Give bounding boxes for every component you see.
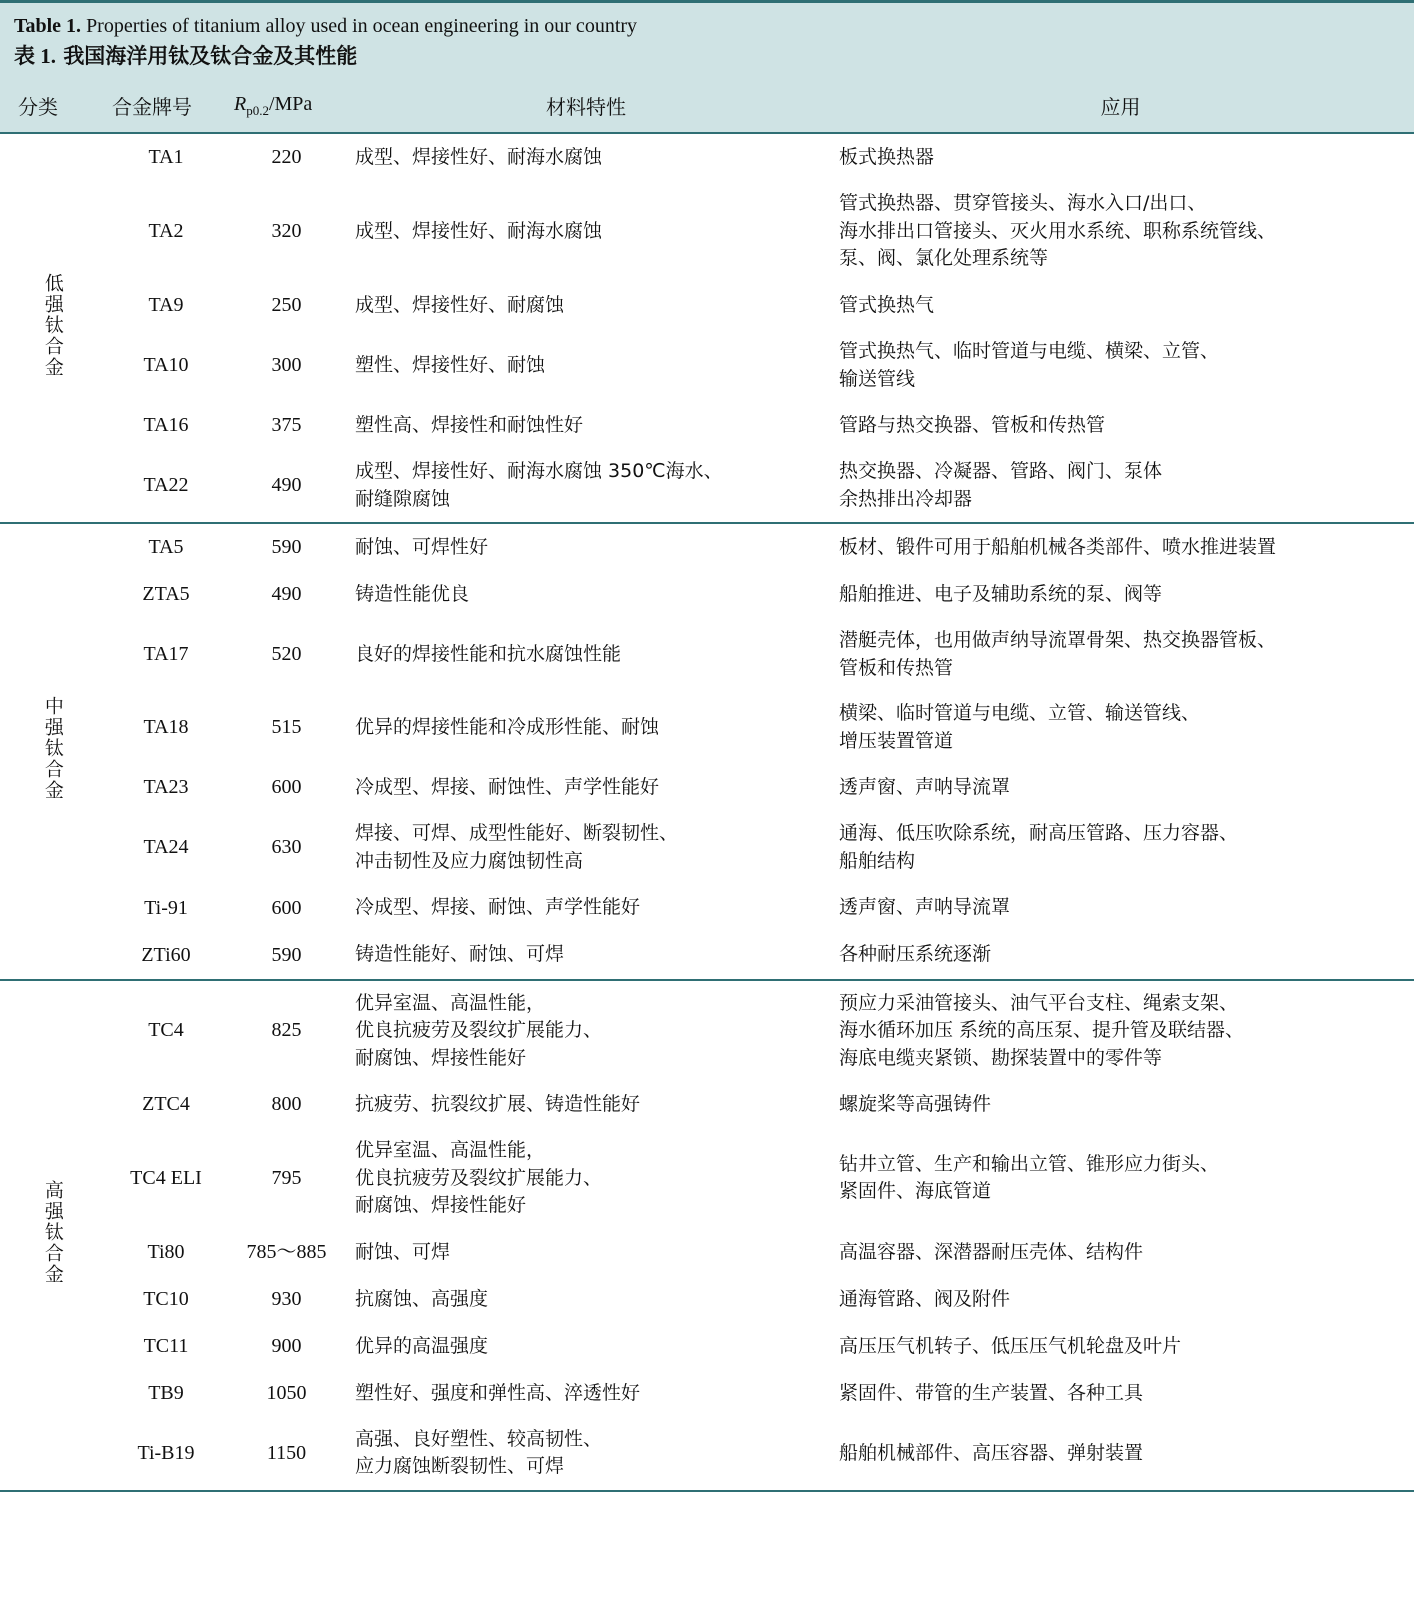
properties-line: 焊接、可焊、成型性能好、断裂韧性、 (355, 822, 679, 845)
table-row (0, 1323, 1414, 1370)
table-row (0, 523, 1414, 571)
application-cell (827, 885, 1414, 932)
application-line: 通海、低压吹除系统，耐高压管路、压力容器、 (839, 822, 1239, 845)
application-line: 透声窗、声呐导流罩 (839, 776, 1011, 799)
properties-cell (345, 133, 827, 181)
table-row (0, 449, 1414, 523)
application-cell (827, 618, 1414, 691)
yield-strength-cell: 600 (271, 896, 302, 919)
alloy-grade-cell: TA16 (143, 414, 189, 437)
table-row (0, 133, 1414, 181)
yield-strength-cell: 1050 (266, 1381, 307, 1404)
alloy-grade-cell: TA18 (143, 716, 189, 739)
yield-strength-cell: 490 (271, 474, 302, 497)
yield-strength-cell: 375 (271, 414, 302, 437)
application-cell (827, 282, 1414, 329)
category-cell (0, 133, 104, 523)
yield-strength-cell: 630 (271, 836, 302, 859)
properties-line: 优异的高温强度 (355, 1334, 489, 1357)
properties-cell (345, 980, 827, 1082)
table-row (0, 402, 1414, 449)
caption-chinese (14, 42, 1400, 71)
column-header-application: 应用 (827, 79, 1414, 133)
application-line: 管路与热交换器、管板和传热管 (839, 413, 1106, 436)
table-row (0, 1128, 1414, 1229)
category-label: 低强钛合金 (41, 272, 64, 378)
properties-cell (345, 329, 827, 402)
application-line: 高压压气机转子、低压压气机轮盘及叶片 (839, 1334, 1182, 1357)
column-header-category: 分类 (0, 79, 104, 133)
table-head (0, 79, 1414, 133)
properties-line: 冷成型、焊接、耐蚀、声学性能好 (355, 896, 641, 919)
column-header-rp (228, 79, 345, 133)
alloy-grade-cell: TA22 (143, 474, 189, 497)
properties-cell (345, 691, 827, 764)
alloy-grade-cell: TC10 (143, 1287, 189, 1310)
properties-line: 耐腐蚀、焊接性能好 (355, 1194, 527, 1217)
table-row (0, 1370, 1414, 1417)
table-row (0, 181, 1414, 282)
properties-line: 耐蚀、可焊 (355, 1240, 451, 1263)
properties-line: 冷成型、焊接、耐蚀性、声学性能好 (355, 776, 660, 799)
properties-line: 优良抗疲劳及裂纹扩展能力、 (355, 1166, 603, 1189)
application-line: 通海管路、阀及附件 (839, 1287, 1011, 1310)
category-cell (0, 523, 104, 979)
application-line: 各种耐压系统逐渐 (839, 943, 992, 966)
application-line: 泵、阀、氯化处理系统等 (839, 247, 1049, 270)
properties-cell (345, 523, 827, 571)
application-line: 预应力采油管接头、油气平台支柱、绳索支架、 (839, 991, 1239, 1014)
application-line: 热交换器、冷凝器、管路、阀门、泵体 (839, 460, 1163, 483)
application-cell (827, 329, 1414, 402)
properties-line: 应力腐蚀断裂韧性、可焊 (355, 1455, 565, 1478)
application-line: 余热排出冷却器 (839, 487, 973, 510)
application-cell (827, 1276, 1414, 1323)
table-row (0, 811, 1414, 884)
yield-strength-cell: 520 (271, 643, 302, 666)
properties-line: 耐缝隙腐蚀 (355, 487, 451, 510)
yield-strength-cell: 785～885 (246, 1240, 327, 1263)
properties-cell (345, 282, 827, 329)
alloy-grade-cell: TC4 ELI (130, 1166, 202, 1189)
alloy-grade-cell: ZTA5 (142, 583, 190, 606)
table-bottom-rule (0, 1491, 1414, 1492)
properties-line: 冲击韧性及应力腐蚀韧性高 (355, 849, 584, 872)
properties-line: 良好的焊接性能和抗水腐蚀性能 (355, 642, 622, 665)
properties-line: 高强、良好塑性、较高韧性、 (355, 1427, 603, 1450)
properties-cell (345, 1229, 827, 1276)
application-line: 输送管线 (839, 367, 916, 390)
yield-strength-cell: 320 (271, 220, 302, 243)
table-row (0, 571, 1414, 618)
properties-line: 耐蚀、可焊性好 (355, 535, 489, 558)
application-line: 螺旋桨等高强铸件 (839, 1092, 992, 1115)
yield-strength-cell: 825 (228, 980, 345, 1082)
properties-cell (345, 1417, 827, 1491)
properties-cell (345, 449, 827, 523)
application-line: 管板和传热管 (839, 656, 954, 679)
application-line: 潜艇壳体，也用做声纳导流罩骨架、热交换器管板、 (839, 629, 1277, 652)
properties-line: 抗腐蚀、高强度 (355, 1287, 489, 1310)
properties-line: 塑性、焊接性好、耐蚀 (355, 353, 546, 376)
properties-cell (345, 1081, 827, 1128)
application-line: 横梁、临时管道与电缆、立管、输送管线、 (839, 702, 1201, 725)
application-cell (827, 523, 1414, 571)
caption-title-zh: 我国海洋用钛及钛合金及其性能 (63, 44, 358, 68)
properties-line: 成型、焊接性好、耐海水腐蚀 (355, 219, 603, 242)
application-cell (827, 1081, 1414, 1128)
alloy-grade-cell: TA17 (143, 643, 189, 666)
application-line: 船舶结构 (839, 849, 916, 872)
application-cell (827, 449, 1414, 523)
alloy-grade-cell: TC4 (104, 980, 228, 1082)
application-line: 透声窗、声呐导流罩 (839, 896, 1011, 919)
application-line: 海水循环加压 系统的高压泵、提升管及联结器、 (839, 1019, 1245, 1042)
properties-line: 铸造性能好、耐蚀、可焊 (355, 943, 565, 966)
table-row (0, 618, 1414, 691)
yield-strength-cell: 590 (228, 523, 345, 571)
caption-label-en: Table 1. (14, 15, 82, 37)
table-body (0, 133, 1414, 1491)
yield-strength-cell: 1150 (266, 1441, 307, 1464)
yield-strength-cell: 900 (271, 1334, 302, 1357)
properties-cell (345, 402, 827, 449)
table-row (0, 282, 1414, 329)
application-line: 板式换热器 (839, 146, 935, 169)
table-row (0, 885, 1414, 932)
application-line: 钻井立管、生产和输出立管、锥形应力街头、 (839, 1152, 1220, 1175)
column-header-grade: 合金牌号 (104, 79, 228, 133)
application-cell (827, 1229, 1414, 1276)
caption-english (14, 13, 1400, 40)
properties-cell (345, 181, 827, 282)
alloy-grade-cell: TA9 (148, 294, 184, 317)
table-row (0, 1229, 1414, 1276)
application-cell (827, 402, 1414, 449)
application-line: 管式换热气 (839, 293, 935, 316)
application-cell (827, 1417, 1414, 1491)
application-line: 船舶推进、电子及辅助系统的泵、阀等 (839, 582, 1163, 605)
table-row (0, 932, 1414, 980)
yield-strength-cell: 600 (271, 776, 302, 799)
rp-symbol: $R_{p0.2}$ (234, 92, 269, 118)
table-row (0, 1081, 1414, 1128)
column-header-properties: 材料特性 (345, 79, 827, 133)
application-cell (827, 980, 1414, 1082)
yield-strength-cell: 590 (271, 943, 302, 966)
caption-title-en: Properties of titanium alloy used in ocean engineering in our country (86, 15, 638, 37)
alloy-grade-cell: TA1 (148, 146, 184, 169)
properties-line: 优异室温、高温性能， (355, 991, 546, 1014)
properties-line: 优异室温、高温性能， (355, 1139, 546, 1162)
properties-cell (345, 1276, 827, 1323)
table-row (0, 1276, 1414, 1323)
yield-strength-cell: 490 (271, 583, 302, 606)
yield-strength-cell: 800 (271, 1093, 302, 1116)
properties-line: 优异的焊接性能和冷成形性能、耐蚀 (355, 716, 660, 739)
application-cell (827, 1323, 1414, 1370)
yield-strength-cell: 220 (271, 146, 302, 169)
application-line: 管式换热器、贯穿管接头、海水入口/出口、 (839, 192, 1207, 215)
properties-cell (345, 885, 827, 932)
category-label: 高强钛合金 (41, 1179, 64, 1285)
alloy-grade-cell: TC11 (143, 1334, 189, 1357)
category-label: 中强钛合金 (41, 695, 64, 801)
table-row (0, 980, 1414, 1082)
yield-strength-cell: 515 (271, 716, 302, 739)
properties-line: 成型、焊接性好、耐腐蚀 (355, 293, 565, 316)
properties-line: 成型、焊接性好、耐海水腐蚀 (355, 146, 603, 169)
properties-line: 优良抗疲劳及裂纹扩展能力、 (355, 1019, 603, 1042)
yield-strength-cell: 300 (271, 354, 302, 377)
rp-unit: /MPa (268, 92, 313, 115)
properties-cell (345, 764, 827, 811)
properties-line: 塑性高、焊接性和耐蚀性好 (355, 413, 584, 436)
table-caption (0, 0, 1414, 79)
alloy-grade-cell: TA23 (143, 776, 189, 799)
application-line: 紧固件、带管的生产装置、各种工具 (839, 1381, 1144, 1404)
table-row (0, 1417, 1414, 1491)
application-line: 增压装置管道 (839, 729, 954, 752)
alloy-grade-cell: TA24 (143, 836, 189, 859)
application-cell (827, 691, 1414, 764)
alloy-grade-cell: Ti-91 (144, 896, 188, 919)
application-cell (827, 932, 1414, 980)
application-line: 船舶机械部件、高压容器、弹射装置 (839, 1441, 1144, 1464)
alloy-grade-cell: ZTC4 (142, 1093, 190, 1116)
alloy-grade-cell: ZTi60 (141, 943, 191, 966)
application-cell (827, 1370, 1414, 1417)
alloy-grade-cell: Ti80 (147, 1240, 185, 1263)
alloy-grade-cell: TB9 (148, 1381, 184, 1404)
properties-cell (345, 932, 827, 980)
application-cell (827, 811, 1414, 884)
alloy-grade-cell: TA10 (143, 354, 189, 377)
alloy-grade-cell: TA2 (148, 220, 184, 243)
properties-line: 塑性好、强度和弹性高、淬透性好 (355, 1381, 641, 1404)
properties-line: 耐腐蚀、焊接性能好 (355, 1046, 527, 1069)
properties-cell (345, 1128, 827, 1229)
properties-cell (345, 618, 827, 691)
application-cell (827, 181, 1414, 282)
yield-strength-cell: 795 (271, 1166, 302, 1189)
properties-line: 铸造性能优良 (355, 582, 470, 605)
properties-table (0, 79, 1414, 1491)
table-row (0, 691, 1414, 764)
application-cell (827, 571, 1414, 618)
application-line: 高温容器、深潜器耐压壳体、结构件 (839, 1240, 1144, 1263)
properties-cell (345, 1370, 827, 1417)
yield-strength-cell: 930 (271, 1287, 302, 1310)
header-row (0, 79, 1414, 133)
alloy-grade-cell: TA5 (104, 523, 228, 571)
category-cell (0, 980, 104, 1491)
application-line: 海水排出口管接头、灭火用水系统、职称系统管线、 (839, 219, 1277, 242)
application-line: 板材、锻件可用于船舶机械各类部件、喷水推进装置 (839, 535, 1277, 558)
yield-strength-cell: 250 (271, 294, 302, 317)
table-row (0, 764, 1414, 811)
application-cell (827, 133, 1414, 181)
application-line: 海底电缆夹紧锁、勘探装置中的零件等 (839, 1046, 1163, 1069)
application-line: 管式换热气、临时管道与电缆、横梁、立管、 (839, 340, 1220, 363)
application-cell (827, 764, 1414, 811)
properties-cell (345, 571, 827, 618)
application-cell (827, 1128, 1414, 1229)
properties-line: 成型、焊接性好、耐海水腐蚀 350℃海水、 (355, 460, 723, 483)
properties-cell (345, 1323, 827, 1370)
bottom-rule-cell (0, 1491, 1414, 1492)
table-row (0, 329, 1414, 402)
alloy-grade-cell: Ti-B19 (137, 1441, 195, 1464)
application-line: 紧固件、海底管道 (839, 1180, 992, 1203)
caption-label-zh: 表 1. (14, 44, 56, 68)
properties-cell (345, 811, 827, 884)
properties-line: 抗疲劳、抗裂纹扩展、铸造性能好 (355, 1092, 641, 1115)
